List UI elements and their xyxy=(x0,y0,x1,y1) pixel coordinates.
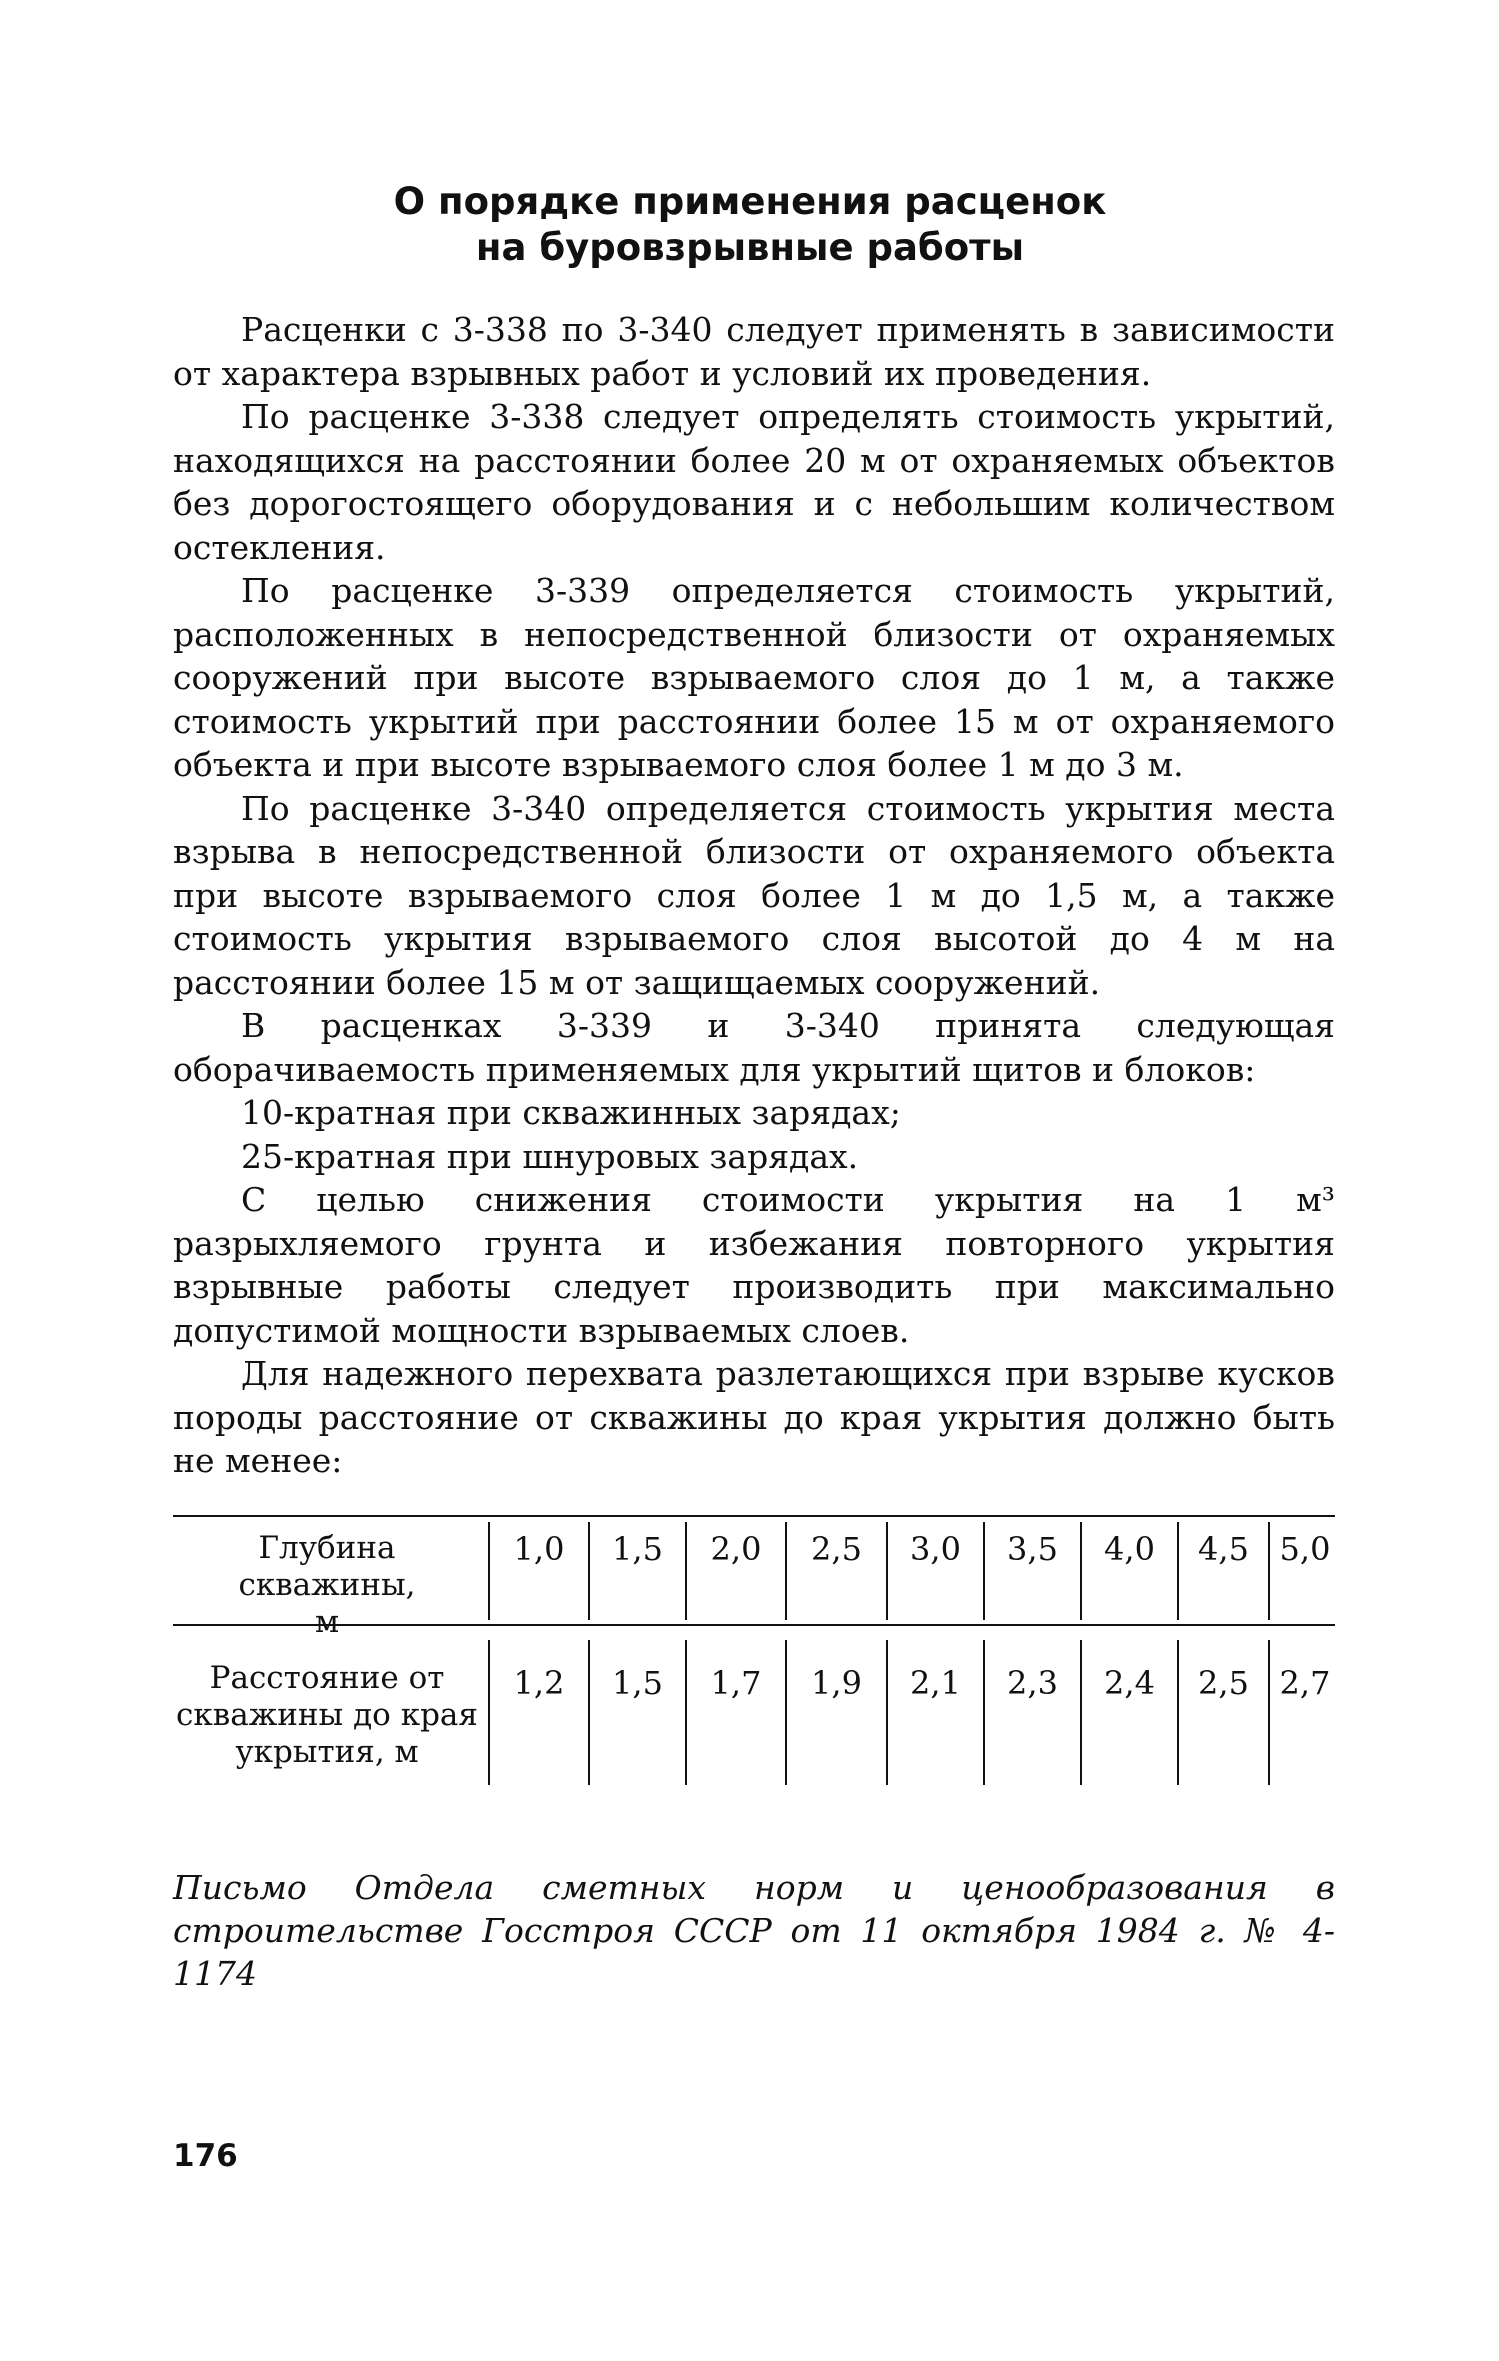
paragraph: По расценке 3-338 следует определять стоимость укрытий, находящихся на расстоянии более 20 м от охраняемых объектов без дорогостоящего оборудования и с небольшим количеством остекления. xyxy=(173,397,1335,567)
row-header-line: укрытия, м xyxy=(235,1734,419,1770)
table-cell: 1,9 xyxy=(811,1664,862,1702)
table-column-divider xyxy=(1268,1640,1270,1785)
paragraph: Для надежного перехвата разлетающихся при взрыве кусков породы расстояние от скважины до края укрытия должно быть не менее: xyxy=(173,1354,1335,1480)
table-column-divider xyxy=(983,1640,985,1785)
table-column-divider xyxy=(1080,1640,1082,1785)
table-cell: 2,3 xyxy=(1007,1664,1058,1702)
paragraph: С целью снижения стоимости укрытия на 1 м³ разрыхляемого грунта и избежания повторного укрытия взрывные работы следует производить при максимально допустимой мощности взрываемых слоев. xyxy=(173,1180,1335,1350)
row-header-line: Расстояние от xyxy=(209,1660,445,1696)
table-cell: 2,4 xyxy=(1104,1664,1155,1702)
table-cell: 3,0 xyxy=(910,1530,961,1568)
letter-reference: Письмо Отдела сметных норм и ценообразования в строительстве Госстроя СССР от 11 октября 1984 г. № 4-1174 xyxy=(173,1868,1335,1993)
paragraph: Расценки с 3-338 по 3-340 следует применять в зависимости от характера взрывных работ и условий их проведения. xyxy=(173,310,1335,393)
row-header-line: скважины до края xyxy=(176,1697,478,1733)
table-column-divider xyxy=(785,1640,787,1785)
table-cell: 2,5 xyxy=(811,1530,862,1568)
table-cell: 2,0 xyxy=(710,1530,762,1568)
paragraph: 10-кратная при скважинных зарядах; xyxy=(241,1093,901,1132)
table-cell: 3,5 xyxy=(1007,1530,1058,1568)
table-cell: 2,7 xyxy=(1279,1664,1331,1702)
row-header-line: Глубина скважины, xyxy=(238,1530,416,1603)
table-column-divider xyxy=(1177,1640,1179,1785)
paragraph: По расценке 3-339 определяется стоимость укрытий, расположенных в непосредственной близости от охраняемых сооружений при высоте взрываемого слоя до 1 м, а также стоимость укрытий при расстоянии более 15 м от охраняемого объекта и при высоте взрываемого слоя более 1 м до 3 м. xyxy=(173,571,1335,784)
table-cell: 1,5 xyxy=(612,1664,663,1702)
page-title-line-2: на буровзрывные работы xyxy=(475,226,1025,269)
row-header-distance xyxy=(168,1660,486,1771)
paragraph: 25-кратная при шнуровых зарядах. xyxy=(241,1136,859,1176)
paragraph: По расценке 3-340 определяется стоимость укрытия места взрыва в непосредственной близости от охраняемого объекта при высоте взрываемого слоя более 1 м до 1,5 м, а также стоимость укрытия взрываемого слоя высотой до 4 м на расстоянии более 15 м от защищаемых сооружений. xyxy=(173,788,1335,1002)
table-column-divider xyxy=(488,1640,490,1785)
table-column-divider xyxy=(886,1640,888,1785)
table-cell: 2,1 xyxy=(910,1664,961,1702)
paragraph: В расценках 3-339 и 3-340 принята следующая оборачиваемость применяемых для укрытий щитов и блоков: xyxy=(173,1006,1335,1089)
body-text xyxy=(173,308,1335,1483)
table-cell: 4,0 xyxy=(1104,1530,1155,1568)
table-column-divider xyxy=(588,1640,590,1785)
table-cell: 1,2 xyxy=(513,1664,565,1702)
table-cell: 1,7 xyxy=(710,1664,762,1702)
table-column-divider xyxy=(685,1640,687,1785)
row-header-line: м xyxy=(314,1604,340,1640)
table-cell: 1,5 xyxy=(612,1530,663,1568)
page-number: 176 xyxy=(173,2138,238,2174)
row-header-depth xyxy=(168,1530,486,1641)
table-cell: 5,0 xyxy=(1279,1530,1331,1568)
table-cell: 4,5 xyxy=(1198,1530,1249,1568)
table-cell: 1,0 xyxy=(513,1530,565,1568)
table-cell: 2,5 xyxy=(1198,1664,1249,1702)
page-title-line-1: О порядке применения расценок xyxy=(393,180,1107,223)
table-top-rule xyxy=(173,1515,1335,1517)
